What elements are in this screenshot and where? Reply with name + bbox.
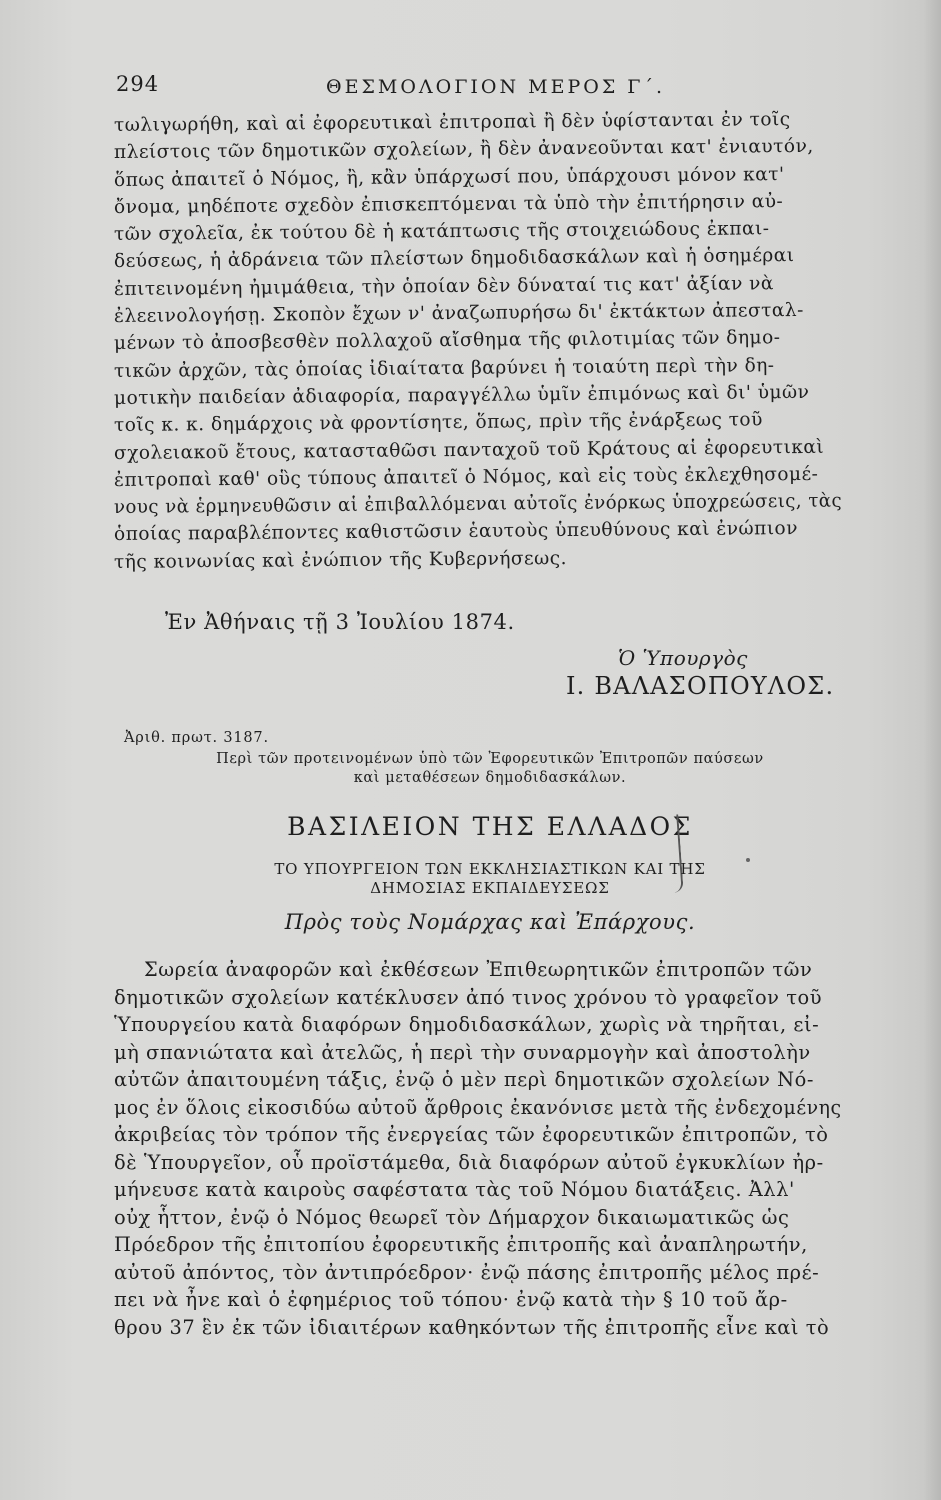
signature-name: Ι. ΒΑΛΑΣΟΠΟΥΛΟΣ. (566, 672, 835, 700)
body-line: Ὑπουργείου κατὰ διαφόρων δημοδιδασκάλων, χωρὶς νὰ τηρῆται, εἰ- (114, 1013, 820, 1036)
body-line: ἐπιτροπαὶ καθ' οὓς τύπους ἀπαιτεῖ ὁ Νόμος, καὶ εἰς τοὺς ἐκλεχθησομέ- (113, 463, 819, 491)
body-line: ἀκριβείας τὸν τρόπον τῆς ἐνεργείας τῶν ἐφορευτικῶν ἐπιτροπῶν, τὸ (114, 1123, 829, 1146)
subject-line: Περὶ τῶν προτεινομένων ὑπὸ τῶν Ἐφορευτικῶν Ἐπιτροπῶν παύσεων (216, 751, 764, 767)
body-line: ὅπως ἀπαιτεῖ ὁ Νόμος, ἢ, κἂν ὑπάρχωσί που, ὑπάρχουσι μόνον κατ' (113, 163, 785, 191)
signature-title: Ὁ Ὑπουργὸς (618, 646, 748, 670)
ministry-line: ΤΟ ΥΠΟΥΡΓΕΙΟΝ ΤΩΝ ΕΚΚΛΗΣΙΑΣΤΙΚΩΝ ΚΑΙ ΤΗΣ (274, 860, 706, 878)
subject-line: καὶ μεταθέσεων δημοδιδασκάλων. (353, 770, 627, 786)
body-line: τωλιγωρήθη, καὶ αἱ ἐφορευτικαὶ ἐπιτροπαὶ ἢ δὲν ὑφίστανται ἐν τοῖς (113, 109, 791, 136)
body-line: μένων τὸ ἀποσβεσθὲν πολλαχοῦ αἴσθημα τῆς φιλοτιμίας τῶν δημο- (113, 327, 781, 355)
body-line: πλείστοις τῶν δημοτικῶν σχολείων, ἢ δὲν ἀνανεοῦνται κατ' ἐνιαυτόν, (113, 136, 814, 164)
page-edge-shadow (923, 0, 941, 1500)
running-title: ΘΕΣΜΟΛΟΓΙΟΝ ΜΕΡΟΣ Γ΄. (326, 76, 666, 98)
body-line: αὐτοῦ ἀπόντος, τὸν ἀντιπρόεδρον· ἐνῷ πάσης ἐπιτροπῆς μέλος πρέ- (114, 1260, 820, 1284)
ministry-heading (150, 860, 830, 898)
body-line: Πρόεδρον τῆς ἐπιτοπίου ἐφορευτικῆς ἐπιτροπῆς καὶ ἀναπληρωτήν, (114, 1233, 808, 1256)
circular-subject (150, 750, 830, 788)
body-line: νους νὰ ἑρμηνευθῶσιν αἱ ἐπιβαλλόμεναι αὐτοῖς ἐνόρκως ὑποχρεώσεις, τὰς (113, 490, 843, 519)
body-line: θρου 37 ἓν ἐκ τῶν ἰδιαιτέρων καθηκόντων τῆς ἐπιτροπῆς εἶνε καὶ τὸ (114, 1315, 830, 1339)
ministry-line: ΔΗΜΟΣΙΑΣ ΕΚΠΑΙΔΕΥΣΕΩΣ (370, 879, 610, 897)
body-line: ὁποίας παραβλέποντες καθιστῶσιν ἑαυτοὺς ὑπευθύνους καὶ ἐνώπιον (113, 518, 799, 546)
body-line: ἐλεεινολογήσῃ. Σκοπὸν ἔχων ν' ἀναζωπυρήσω δι' ἐκτάκτων ἀπεσταλ- (113, 300, 804, 328)
body-line: τῆς κοινωνίας καὶ ἐνώπιον τῆς Κυβερνήσεως. (113, 547, 568, 573)
circular-body-continued (113, 109, 843, 576)
body-line: δεύσεως, ἡ ἀδράνεια τῶν πλείστων δημοδιδασκάλων καὶ ἡ ὁσημέραι (113, 245, 795, 273)
body-line: μος ἐν ὅλοις εἰκοσιδύω αὐτοῦ ἄρθροις ἐκανόνισε μετὰ τῆς ἐνδεχομένης (114, 1095, 842, 1119)
circular-body (114, 956, 842, 1341)
body-line: τοῖς κ. κ. δημάρχοις νὰ φροντίσητε, ὅπως, πρὶν τῆς ἐνάρξεως τοῦ (113, 409, 763, 437)
body-line: μὴ σπανιώτατα καὶ ἀτελῶς, ἡ περὶ τὴν συναρμογὴν καὶ ἀποστολὴν (114, 1040, 811, 1064)
date-line: Ἐν Ἀθήναις τῇ 3 Ἰουλίου 1874. (165, 610, 515, 634)
protocol-number: Ἀριθ. πρωτ. 3187. (124, 730, 269, 746)
body-line: πει νὰ ἦνε καὶ ὁ ἐφημέριος τοῦ τόπου· ἐνῷ κατὰ τὴν § 10 τοῦ ἄρ- (114, 1288, 788, 1311)
body-line: οὐχ ἧττον, ἐνῷ ὁ Νόμος θεωρεῖ τὸν Δήμαρχον δικαιωματικῶς ὡς (114, 1205, 790, 1229)
addressee-line: Πρὸς τοὺς Νομάρχας καὶ Ἐπάρχους. (284, 910, 696, 934)
body-line: μοτικὴν παιδείαν ἀδιαφορία, παραγγέλλω ὑμῖν ἐπιμόνως καὶ δι' ὑμῶν (113, 381, 810, 409)
body-line: Σωρεία ἀναφορῶν καὶ ἐκθέσεων Ἐπιθεωρητικῶν ἐπιτροπῶν τῶν (144, 958, 813, 981)
body-line: μήνευσε κατὰ καιροὺς σαφέστατα τὰς τοῦ Νόμου διατάξεις. Ἀλλ' (114, 1178, 795, 1201)
body-line: ἐπιτεινομένη ἠμιμάθεια, τὴν ὁποίαν δὲν δύναταί τις κατ' ἀξίαν νὰ (113, 273, 774, 300)
body-line: σχολειακοῦ ἔτους, κατασταθῶσι πανταχοῦ τοῦ Κράτους αἱ ἐφορευτικαὶ (113, 436, 825, 464)
body-line: τικῶν ἀρχῶν, τὰς ὁποίας ἰδιαίτατα βαρύνει ἡ τοιαύτη περὶ τὴν δη- (113, 354, 775, 382)
body-line: τῶν σχολεῖα, ἐκ τούτου δὲ ἡ κατάπτωσις τῆς στοιχειώδους ἐκπαι- (113, 218, 770, 246)
kingdom-heading: ΒΑΣΙΛΕΙΟΝ ΤΗΣ ΕΛΛΑΔΟΣ (287, 812, 693, 841)
body-line: δημοτικῶν σχολείων κατέκλυσεν ἀπό τινος χρόνου τὸ γραφεῖον τοῦ (114, 985, 823, 1009)
body-line: δὲ Ὑπουργεῖον, οὗ προϊστάμεθα, διὰ διαφόρων αὐτοῦ ἐγκυκλίων ἠρ- (114, 1150, 824, 1174)
body-line: αὐτῶν ἀπαιτουμένη τάξις, ἐνῷ ὁ μὲν περὶ δημοτικῶν σχολείων Νό- (114, 1068, 814, 1091)
page-number: 294 (116, 72, 160, 96)
body-line: ὄνομα, μηδέποτε σχεδὸν ἐπισκεπτόμεναι τὰ ὑπὸ τὴν ἐπιτήρησιν αὐ- (113, 191, 784, 218)
